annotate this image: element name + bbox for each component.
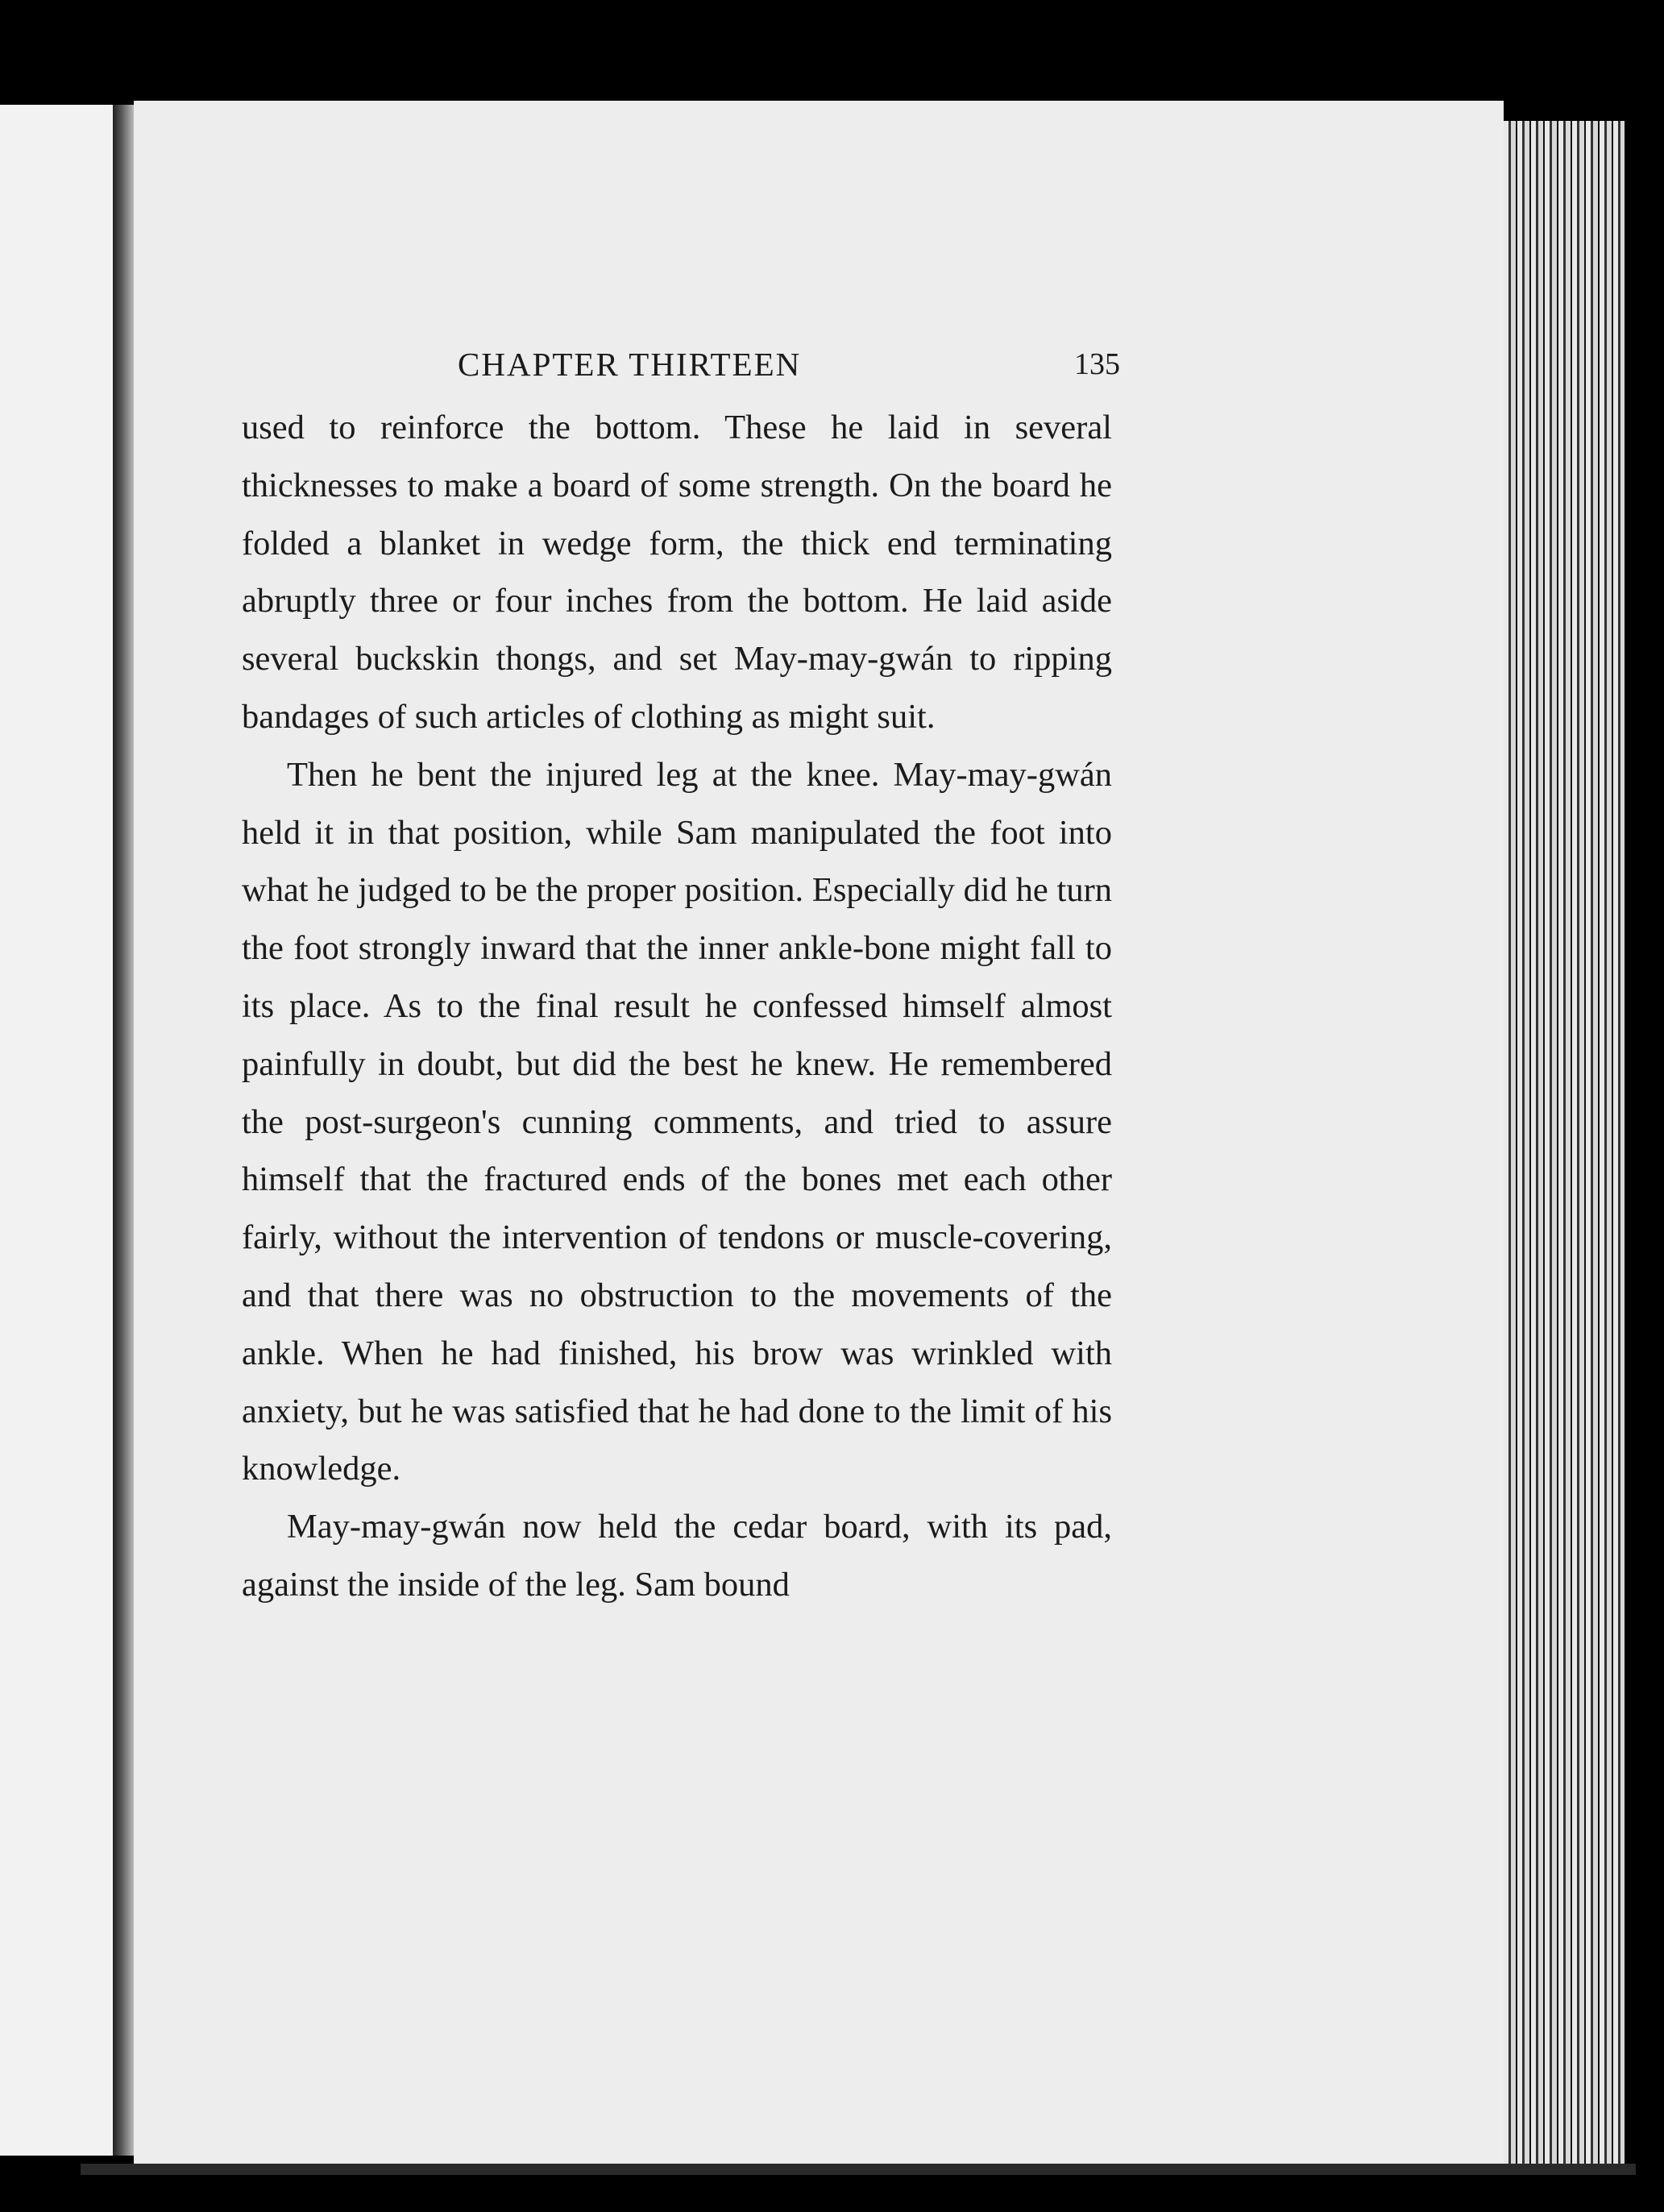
body-text <box>242 399 1112 1614</box>
paragraph: May-may-gwán now held the cedar board, with its pad, against the inside of the leg. Sam bound <box>242 1508 1112 1604</box>
left-page-edge <box>0 105 116 2156</box>
chapter-title: CHAPTER THIRTEEN <box>458 346 802 383</box>
book-gutter <box>113 105 134 2156</box>
bottom-shadow <box>81 2164 1636 2175</box>
paragraph: used to reinforce the bottom. These he laid in several thicknesses to make a board of some strength. On the board he folded a blanket in wedge form, the thick end terminating abruptly three or four inches from the bottom. He laid aside several buckskin thongs, and set May-may-gwán to ripping bandages of such articles of clothing as might suit. <box>242 409 1112 736</box>
page-stack-edge <box>1504 121 1625 2168</box>
paragraph: Then he bent the injured leg at the knee. May-may-gwán held it in that position, while Sam manipulated the foot into what he judged to be the proper position. Especially did he turn the foot strongly inward that the inner ankle-bone might fall to its place. As to the final result he confessed himself almost painfully in doubt, but did the best he knew. He remembered the post-surgeon's cunning comments, and tried to assure himself that the fractured ends of the bones met each other fairly, without the intervention of tendons or muscle-covering, and that there was no obstruction to the movements of the ankle. When he had finished, his brow was wrinkled with anxiety, but he was satisfied that he had done to the limit of his knowledge. <box>242 755 1112 1488</box>
running-head <box>242 345 1120 393</box>
page-number: 135 <box>1074 347 1120 381</box>
